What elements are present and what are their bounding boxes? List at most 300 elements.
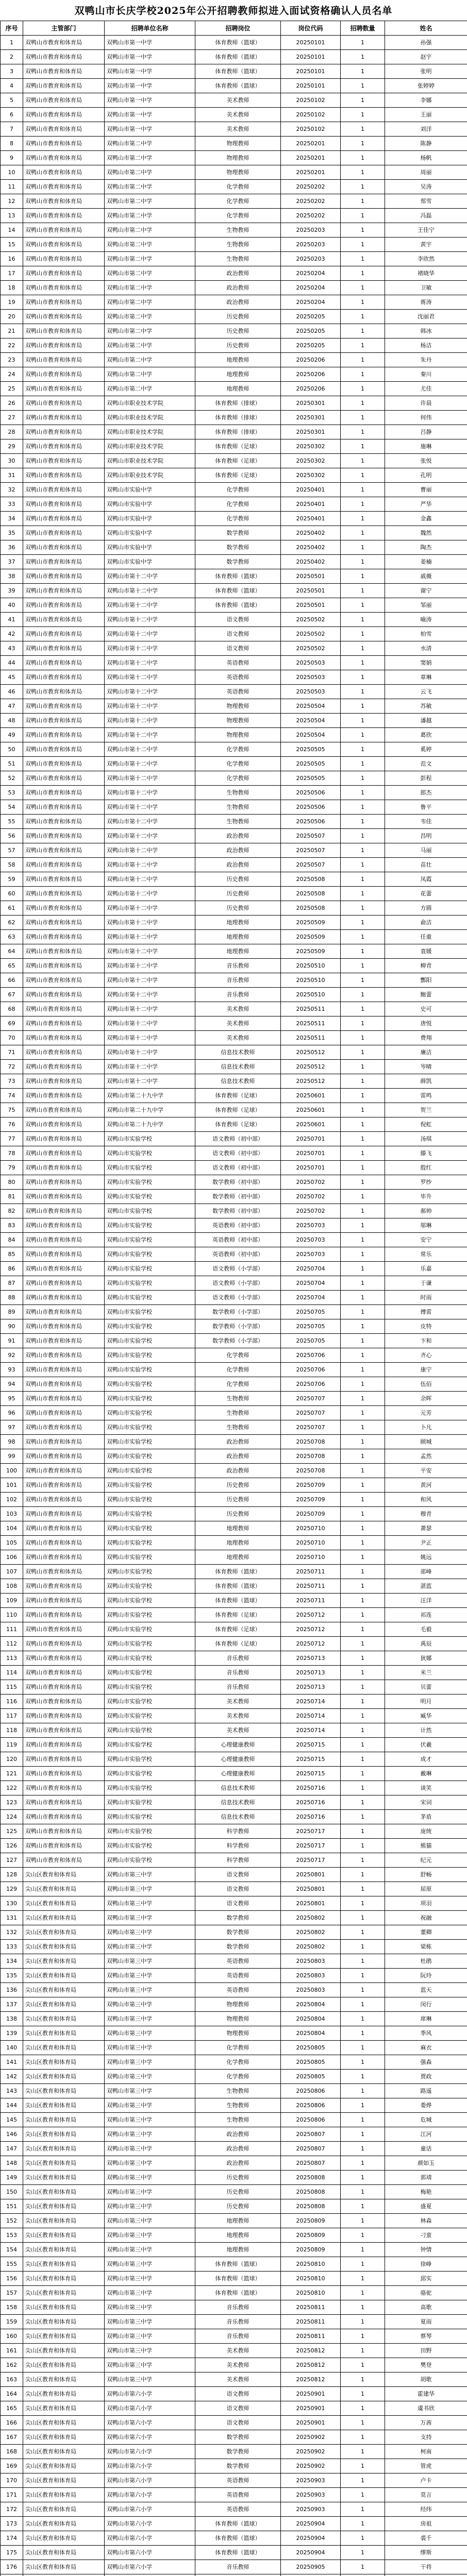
cell-name: 邵峰 (385, 1565, 467, 1579)
cell-post: 语文教师（小学部） (195, 1262, 281, 1276)
table-row (1, 2041, 467, 2055)
cell-quantity: 1 (341, 483, 385, 497)
cell-department: 双鸭山市教育和体育局 (23, 353, 105, 367)
cell-post: 历史教师 (195, 901, 281, 916)
cell-index: 157 (1, 2286, 23, 2300)
cell-unit: 双鸭山市实验学校 (105, 1190, 195, 1204)
cell-unit: 双鸭山市第三中学 (105, 2098, 195, 2113)
cell-code: 20250101 (281, 79, 341, 93)
table-row (1, 1940, 467, 1954)
cell-unit: 双鸭山市职业技术学院 (105, 396, 195, 411)
cell-code: 20250805 (281, 2041, 341, 2055)
cell-post: 体育教师（足球） (195, 1117, 281, 1132)
cell-index: 162 (1, 2358, 23, 2372)
cell-name: 阮玲 (385, 1969, 467, 1983)
cell-post: 生物教师 (195, 815, 281, 829)
cell-index: 101 (1, 1478, 23, 1493)
cell-code: 20250805 (281, 2070, 341, 2084)
cell-quantity: 1 (341, 2502, 385, 2517)
cell-quantity: 1 (341, 2084, 385, 2098)
cell-post: 数学教师（小学部） (195, 1305, 281, 1319)
cell-post: 历史教师 (195, 887, 281, 901)
cell-department: 双鸭山市教育和体育局 (23, 1218, 105, 1233)
cell-name: 黄河 (385, 1478, 467, 1493)
cell-name: 蓝天 (385, 1983, 467, 1997)
table-row (1, 1767, 467, 1781)
cell-code: 20250510 (281, 959, 341, 973)
cell-code: 20250505 (281, 771, 341, 786)
cell-unit: 双鸭山市第三中学 (105, 2199, 195, 2214)
table-row (1, 1752, 467, 1767)
table-row (1, 2300, 467, 2315)
cell-index: 91 (1, 1334, 23, 1348)
cell-code: 20250202 (281, 194, 341, 209)
cell-unit: 双鸭山市实验学校 (105, 1132, 195, 1146)
cell-quantity: 1 (341, 1464, 385, 1478)
cell-name: 水清 (385, 641, 467, 656)
cell-code: 20250502 (281, 641, 341, 656)
cell-department: 双鸭山市教育和体育局 (23, 1507, 105, 1521)
cell-name: 干将 (385, 2560, 467, 2574)
cell-unit: 双鸭山市实验学校 (105, 1579, 195, 1594)
cell-post: 音乐教师 (195, 2315, 281, 2329)
cell-unit: 双鸭山市第十二中学 (105, 1045, 195, 1060)
cell-quantity: 1 (341, 1637, 385, 1651)
cell-name (385, 2574, 467, 2576)
cell-quantity: 1 (341, 555, 385, 569)
cell-code: 20250805 (281, 2055, 341, 2070)
cell-quantity: 1 (341, 1579, 385, 1594)
cell-name: 熊猫 (385, 1839, 467, 1853)
table-row (1, 338, 467, 353)
cell-unit: 双鸭山市第三中学 (105, 2315, 195, 2329)
cell-department: 双鸭山市教育和体育局 (23, 1045, 105, 1060)
cell-index: 170 (1, 2473, 23, 2488)
cell-department: 双鸭山市教育和体育局 (23, 800, 105, 815)
cell-code: 20250706 (281, 1348, 341, 1363)
cell-code: 20250706 (281, 1377, 341, 1392)
cell-quantity: 1 (341, 425, 385, 439)
cell-unit: 双鸭山市实验学校 (105, 1464, 195, 1478)
cell-post: 美术教师 (195, 1016, 281, 1031)
cell-department: 双鸭山市教育和体育局 (23, 1579, 105, 1594)
cell-quantity: 1 (341, 468, 385, 483)
cell-index: 104 (1, 1521, 23, 1536)
cell-name: 项羽 (385, 1896, 467, 1911)
cell-name: 闵行 (385, 1997, 467, 2012)
cell-code: 20250708 (281, 1435, 341, 1449)
cell-quantity: 1 (341, 411, 385, 425)
cell-unit: 双鸭山市第二中学 (105, 137, 195, 151)
cell-post: 体育教师（足球） (195, 1622, 281, 1637)
cell-unit: 双鸭山市第十二中学 (105, 843, 195, 858)
cell-unit: 双鸭山市实验学校 (105, 1204, 195, 1218)
table-row (1, 2430, 467, 2445)
cell-name: 史可 (385, 1002, 467, 1016)
cell-department: 双鸭山市教育和体育局 (23, 1233, 105, 1247)
cell-name: 毕升 (385, 1190, 467, 1204)
cell-code: 20250811 (281, 2315, 341, 2329)
cell-department: 尖山区教育和体育局 (23, 2055, 105, 2070)
cell-unit: 双鸭山市实验学校 (105, 1752, 195, 1767)
table-row (1, 800, 467, 815)
cell-quantity: 1 (341, 2329, 385, 2344)
header-post: 招聘岗位 (195, 21, 281, 36)
table-row (1, 1334, 467, 1348)
cell-name: 管虎 (385, 2459, 467, 2473)
cell-name: 范文 (385, 757, 467, 771)
cell-post: 语文教师（初中部） (195, 1132, 281, 1146)
table-header-row (1, 21, 467, 36)
cell-department: 双鸭山市教育和体育局 (23, 1276, 105, 1291)
cell-department: 尖山区教育和体育局 (23, 2416, 105, 2430)
cell-code: 20250201 (281, 165, 341, 180)
cell-unit: 双鸭山市第十二中学 (105, 1002, 195, 1016)
cell-name: 杜鹃 (385, 1954, 467, 1969)
table-row (1, 872, 467, 887)
cell-quantity: 1 (341, 1752, 385, 1767)
table-row (1, 2344, 467, 2358)
cell-code: 20250904 (281, 2531, 341, 2546)
cell-post: 体育教师（足球） (195, 1103, 281, 1117)
cell-unit: 双鸭山市第三中学 (105, 1882, 195, 1896)
cell-code: 20250712 (281, 1622, 341, 1637)
cell-post: 政治教师 (195, 2127, 281, 2142)
cell-department: 双鸭山市教育和体育局 (23, 1493, 105, 1507)
cell-code: 20250504 (281, 699, 341, 714)
cell-unit: 双鸭山市第六小学 (105, 2531, 195, 2546)
cell-unit: 双鸭山市第三中学 (105, 2070, 195, 2084)
cell-index: 161 (1, 2344, 23, 2358)
cell-name: 常乐 (385, 1247, 467, 1262)
cell-post: 物理教师 (195, 1997, 281, 2012)
table-row (1, 1233, 467, 1247)
cell-department: 双鸭山市教育和体育局 (23, 613, 105, 627)
cell-department: 双鸭山市教育和体育局 (23, 108, 105, 122)
cell-unit: 双鸭山市实验学校 (105, 1680, 195, 1694)
cell-unit: 双鸭山市第一中学 (105, 50, 195, 64)
table-row (1, 209, 467, 223)
cell-department: 双鸭山市教育和体育局 (23, 281, 105, 295)
cell-index: 74 (1, 1089, 23, 1103)
cell-quantity: 1 (341, 1478, 385, 1493)
cell-post: 化学教师 (195, 497, 281, 512)
cell-post: 生物教师 (195, 800, 281, 815)
cell-quantity: 1 (341, 2459, 385, 2473)
cell-post: 音乐教师 (195, 1680, 281, 1694)
cell-department: 双鸭山市教育和体育局 (23, 1190, 105, 1204)
cell-post: 物理教师 (195, 728, 281, 742)
cell-unit: 双鸭山市第十二中学 (105, 613, 195, 627)
cell-unit: 双鸭山市第十二中学 (105, 930, 195, 944)
cell-post: 历史教师 (195, 324, 281, 338)
cell-department: 尖山区教育和体育局 (23, 2430, 105, 2445)
cell-index: 167 (1, 2430, 23, 2445)
cell-unit: 双鸭山市实验学校 (105, 1305, 195, 1319)
cell-department: 双鸭山市教育和体育局 (23, 1795, 105, 1810)
cell-name: 卢卡 (385, 2473, 467, 2488)
cell-code: 20250717 (281, 1824, 341, 1839)
cell-name: 孔明 (385, 468, 467, 483)
cell-index: 168 (1, 2445, 23, 2459)
table-row (1, 1738, 467, 1752)
cell-index: 114 (1, 1666, 23, 1680)
cell-post: 历史教师 (195, 338, 281, 353)
cell-post: 音乐教师 (195, 988, 281, 1002)
cell-department: 双鸭山市教育和体育局 (23, 1175, 105, 1190)
cell-department: 双鸭山市教育和体育局 (23, 1839, 105, 1853)
table-row (1, 1824, 467, 1839)
cell-code: 20250202 (281, 209, 341, 223)
cell-name: 潘越 (385, 714, 467, 728)
cell-quantity: 1 (341, 2228, 385, 2243)
cell-code: 20250101 (281, 50, 341, 64)
cell-post: 化学教师 (195, 1377, 281, 1392)
cell-unit: 双鸭山市第三中学 (105, 2156, 195, 2171)
table-row (1, 1781, 467, 1795)
cell-name: 唐悦 (385, 1016, 467, 1031)
candidate-table (0, 21, 467, 2576)
cell-unit: 双鸭山市第十二中学 (105, 699, 195, 714)
cell-quantity: 1 (341, 1016, 385, 1031)
cell-index: 10 (1, 165, 23, 180)
cell-code: 20250601 (281, 1089, 341, 1103)
cell-name: 郎杰 (385, 786, 467, 800)
cell-quantity: 1 (341, 569, 385, 584)
cell-post: 音乐教师 (195, 959, 281, 973)
cell-index: 87 (1, 1276, 23, 1291)
cell-post: 生物教师 (195, 2113, 281, 2127)
cell-name: 席琳 (385, 2012, 467, 2026)
cell-unit: 双鸭山市第一中学 (105, 79, 195, 93)
cell-name: 萧瑟 (385, 1521, 467, 1536)
cell-index: 153 (1, 2228, 23, 2243)
cell-department: 双鸭山市教育和体育局 (23, 223, 105, 238)
cell-code: 20250807 (281, 2142, 341, 2156)
cell-unit: 双鸭山市实验学校 (105, 1723, 195, 1738)
cell-unit: 双鸭山市第二中学 (105, 324, 195, 338)
cell-post: 化学教师 (195, 757, 281, 771)
cell-department: 尖山区教育和体育局 (23, 2315, 105, 2329)
cell-quantity: 1 (341, 1262, 385, 1276)
cell-index: 113 (1, 1651, 23, 1666)
cell-department: 双鸭山市教育和体育局 (23, 916, 105, 930)
cell-index: 145 (1, 2113, 23, 2127)
cell-code: 20250703 (281, 1247, 341, 1262)
cell-code: 20250512 (281, 1060, 341, 1074)
cell-unit: 双鸭山市第二中学 (105, 338, 195, 353)
cell-post: 化学教师 (195, 180, 281, 194)
cell-name: 娄烨 (385, 2098, 467, 2113)
cell-post: 化学教师 (195, 2070, 281, 2084)
table-row (1, 108, 467, 122)
cell-index: 17 (1, 266, 23, 281)
table-row (1, 1406, 467, 1420)
cell-quantity: 1 (341, 1767, 385, 1781)
cell-name: 麻衣 (385, 2041, 467, 2055)
cell-code: 20250509 (281, 930, 341, 944)
cell-code: 20250503 (281, 656, 341, 670)
cell-quantity: 1 (341, 2372, 385, 2387)
cell-name: 谢宁 (385, 584, 467, 598)
cell-index: 125 (1, 1824, 23, 1839)
cell-name: 王丽 (385, 108, 467, 122)
cell-name: 花蕾 (385, 887, 467, 901)
cell-post: 历史教师 (195, 310, 281, 324)
cell-unit: 双鸭山市实验学校 (105, 1247, 195, 1262)
cell-quantity: 1 (341, 843, 385, 858)
cell-department: 双鸭山市教育和体育局 (23, 1666, 105, 1680)
cell-department: 尖山区教育和体育局 (23, 2560, 105, 2574)
cell-department: 双鸭山市教育和体育局 (23, 454, 105, 468)
cell-name: 邬琳 (385, 1218, 467, 1233)
cell-post: 政治教师 (195, 1435, 281, 1449)
cell-index: 126 (1, 1839, 23, 1853)
table-row (1, 670, 467, 685)
table-row (1, 714, 467, 728)
cell-index: 71 (1, 1045, 23, 1060)
cell-post: 数学教师 (195, 555, 281, 569)
table-row (1, 454, 467, 468)
cell-index: 116 (1, 1694, 23, 1709)
table-row (1, 137, 467, 151)
cell-unit: 双鸭山市实验中学 (105, 512, 195, 526)
cell-post: 历史教师 (195, 1507, 281, 1521)
cell-unit: 双鸭山市第十二中学 (105, 742, 195, 757)
cell-code: 20250812 (281, 2358, 341, 2372)
cell-index: 69 (1, 1016, 23, 1031)
cell-quantity: 1 (341, 1435, 385, 1449)
cell-code: 20250811 (281, 2300, 341, 2315)
cell-code: 20250714 (281, 1723, 341, 1738)
cell-index: 112 (1, 1637, 23, 1651)
cell-unit: 双鸭山市第十二中学 (105, 714, 195, 728)
cell-quantity: 1 (341, 959, 385, 973)
cell-code: 20250302 (281, 454, 341, 468)
cell-unit: 双鸭山市第二中学 (105, 281, 195, 295)
cell-unit: 双鸭山市第十二中学 (105, 1031, 195, 1045)
document-title: 双鸭山市长庆学校2025年公开招聘教师拟进入面试资格确认人员名单 (74, 5, 393, 16)
cell-post: 地理教师 (195, 916, 281, 930)
cell-name: 卞和 (385, 1334, 467, 1348)
cell-name: 吴涛 (385, 180, 467, 194)
cell-code: 20250714 (281, 1694, 341, 1709)
table-row (1, 2228, 467, 2243)
table-row (1, 2127, 467, 2142)
cell-post: 美术教师 (195, 1031, 281, 1045)
cell-quantity: 1 (341, 1074, 385, 1089)
cell-unit: 双鸭山市实验学校 (105, 1694, 195, 1709)
cell-post: 美术教师 (195, 2358, 281, 2372)
cell-post: 政治教师 (195, 1449, 281, 1464)
cell-index: 156 (1, 2272, 23, 2286)
cell-quantity: 1 (341, 1911, 385, 1925)
cell-quantity: 1 (341, 1666, 385, 1680)
cell-index: 148 (1, 2156, 23, 2171)
cell-post: 地理教师 (195, 1521, 281, 1536)
cell-quantity: 1 (341, 396, 385, 411)
cell-name: 穆青 (385, 1507, 467, 1521)
cell-department: 双鸭山市教育和体育局 (23, 1709, 105, 1723)
cell-name: 皮特 (385, 1319, 467, 1334)
cell-name: 任重 (385, 930, 467, 944)
cell-name: 贝蕾 (385, 1680, 467, 1694)
cell-name: 郝帅 (385, 1204, 467, 1218)
cell-post: 生物教师 (195, 1420, 281, 1435)
cell-post: 英语教师 (195, 1954, 281, 1969)
cell-quantity: 1 (341, 613, 385, 627)
cell-code: 20250601 (281, 1103, 341, 1117)
cell-unit: 双鸭山市第三中学 (105, 2286, 195, 2300)
cell-department: 双鸭山市教育和体育局 (23, 512, 105, 526)
cell-department: 双鸭山市教育和体育局 (23, 180, 105, 194)
cell-unit: 双鸭山市第二中学 (105, 252, 195, 266)
cell-department: 双鸭山市教育和体育局 (23, 901, 105, 916)
cell-unit: 双鸭山市第二中学 (105, 223, 195, 238)
table-row (1, 555, 467, 569)
cell-department: 双鸭山市教育和体育局 (23, 36, 105, 50)
cell-name: 苏敏 (385, 699, 467, 714)
cell-name: 倪虹 (385, 1117, 467, 1132)
cell-index: 14 (1, 223, 23, 238)
cell-name: 余晖 (385, 1392, 467, 1406)
cell-quantity: 1 (341, 2185, 385, 2199)
cell-post: 美术教师 (195, 2372, 281, 2387)
cell-department: 双鸭山市教育和体育局 (23, 714, 105, 728)
cell-quantity: 1 (341, 1406, 385, 1420)
cell-code: 20250708 (281, 1449, 341, 1464)
cell-post: 地理教师 (195, 1550, 281, 1565)
cell-index: 117 (1, 1709, 23, 1723)
cell-code: 20250401 (281, 497, 341, 512)
cell-quantity: 1 (341, 50, 385, 64)
cell-quantity: 1 (341, 209, 385, 223)
cell-index: 89 (1, 1305, 23, 1319)
cell-code: 20250502 (281, 627, 341, 641)
cell-name: 张婷婷 (385, 79, 467, 93)
cell-quantity: 1 (341, 685, 385, 699)
cell-quantity: 1 (341, 1233, 385, 1247)
cell-name: 酆阳 (385, 973, 467, 988)
cell-code: 20250505 (281, 757, 341, 771)
cell-unit: 双鸭山市职业技术学院 (105, 425, 195, 439)
cell-name: 秦川 (385, 367, 467, 382)
cell-quantity: 1 (341, 1839, 385, 1853)
table-row (1, 1969, 467, 1983)
cell-department: 双鸭山市教育和体育局 (23, 699, 105, 714)
table-row (1, 1680, 467, 1694)
table-row (1, 367, 467, 382)
cell-unit: 双鸭山市第三中学 (105, 2344, 195, 2358)
cell-index: 84 (1, 1233, 23, 1247)
cell-quantity: 1 (341, 1276, 385, 1291)
cell-name: 周丽 (385, 165, 467, 180)
cell-name: 吕静 (385, 425, 467, 439)
cell-name: 柳青 (385, 959, 467, 973)
cell-code: 20250705 (281, 1319, 341, 1334)
cell-quantity: 1 (341, 93, 385, 108)
cell-index: 73 (1, 1074, 23, 1089)
cell-code: 20250101 (281, 64, 341, 79)
cell-name: 路遥 (385, 2084, 467, 2098)
table-row (1, 613, 467, 627)
cell-code: 20250710 (281, 1521, 341, 1536)
cell-name: 卜凡 (385, 1420, 467, 1435)
cell-post: 语文教师 (195, 2387, 281, 2401)
table-row (1, 2459, 467, 2473)
cell-quantity: 1 (341, 1045, 385, 1060)
cell-index: 9 (1, 151, 23, 165)
